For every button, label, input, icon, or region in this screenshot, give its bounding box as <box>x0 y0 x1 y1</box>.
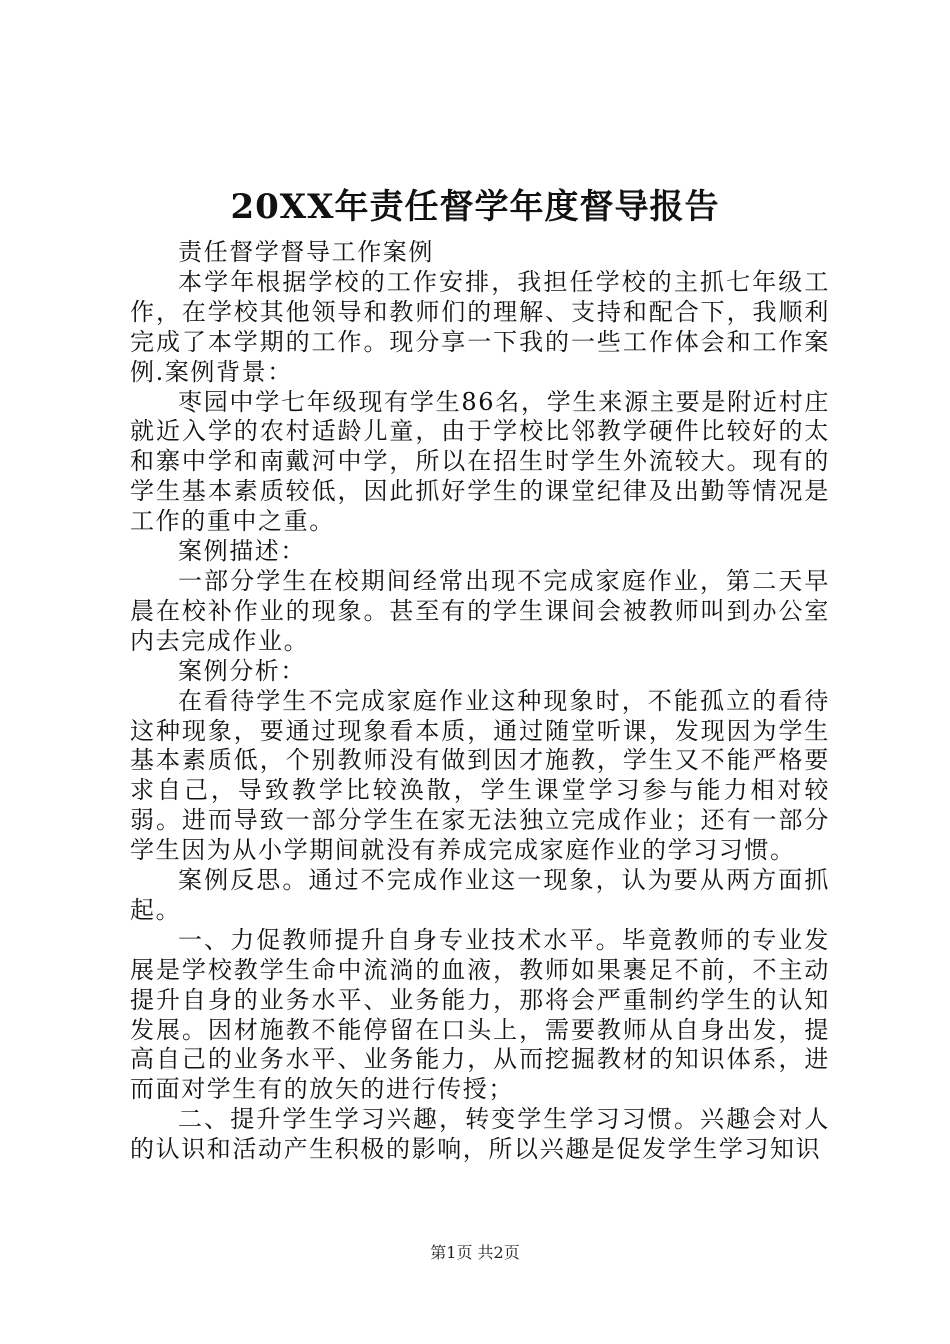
paragraph: 本学年根据学校的工作安排，我担任学校的主抓七年级工作，在学校其他领导和教师们的理解、支持和配合下，我顺利完成了本学期的工作。现分享一下我的一些工作体会和工作案例.案例背景： <box>130 267 830 386</box>
document-title: 20XX年责任督学年度督导报告 <box>230 187 720 227</box>
paragraph: 枣园中学七年级现有学生86名，学生来源主要是附近村庄就近入学的农村适龄儿童，由于学校比邻教学硬件比较好的太和寨中学和南戴河中学，所以在招生时学生外流较大。现有的学生基本素质较低，因此抓好学生的课堂纪律及出勤等情况是工作的重中之重。 <box>130 387 830 536</box>
document-body <box>130 238 830 1165</box>
paragraph: 责任督学督导工作案例 <box>178 238 434 266</box>
paragraph: 案例分析： <box>178 656 306 685</box>
paragraph: 案例反思。通过不完成作业这一现象，认为要从两方面抓起。 <box>130 866 830 924</box>
paragraph: 二、提升学生学习兴趣，转变学生学习习惯。兴趣会对人的认识和活动产生积极的影响，所以兴趣是促发学生学习知识 <box>130 1105 830 1164</box>
paragraph: 在看待学生不完成家庭作业这种现象时，不能孤立的看待这种现象，要通过现象看本质，通过随堂听课，发现因为学生基本素质低，个别教师没有做到因才施教，学生又不能严格要求自己，导致教学比较涣散，学生课堂学习参与能力相对较弱。进而导致一部分学生在家无法独立完成作业；还有一部分学生因为从小学期间就没有养成完成家庭作业的学习习惯。 <box>130 686 830 865</box>
paragraph: 一、力促教师提升自身专业技术水平。毕竟教师的专业发展是学校教学生命中流淌的血液，教师如果裹足不前，不主动提升自身的业务水平、业务能力，那将会严重制约学生的认知发展。因材施教不能停留在口头上，需要教师从自身出发，提高自己的业务水平、业务能力，从而挖掘教材的知识体系，进而面对学生有的放矢的进行传授； <box>130 925 830 1104</box>
page-footer: 第1页 共2页 <box>430 1243 520 1262</box>
paragraph: 案例描述： <box>178 537 306 566</box>
paragraph: 一部分学生在校期间经常出现不完成家庭作业，第二天早晨在校补作业的现象。甚至有的学生课间会被教师叫到办公室内去完成作业。 <box>130 566 830 655</box>
